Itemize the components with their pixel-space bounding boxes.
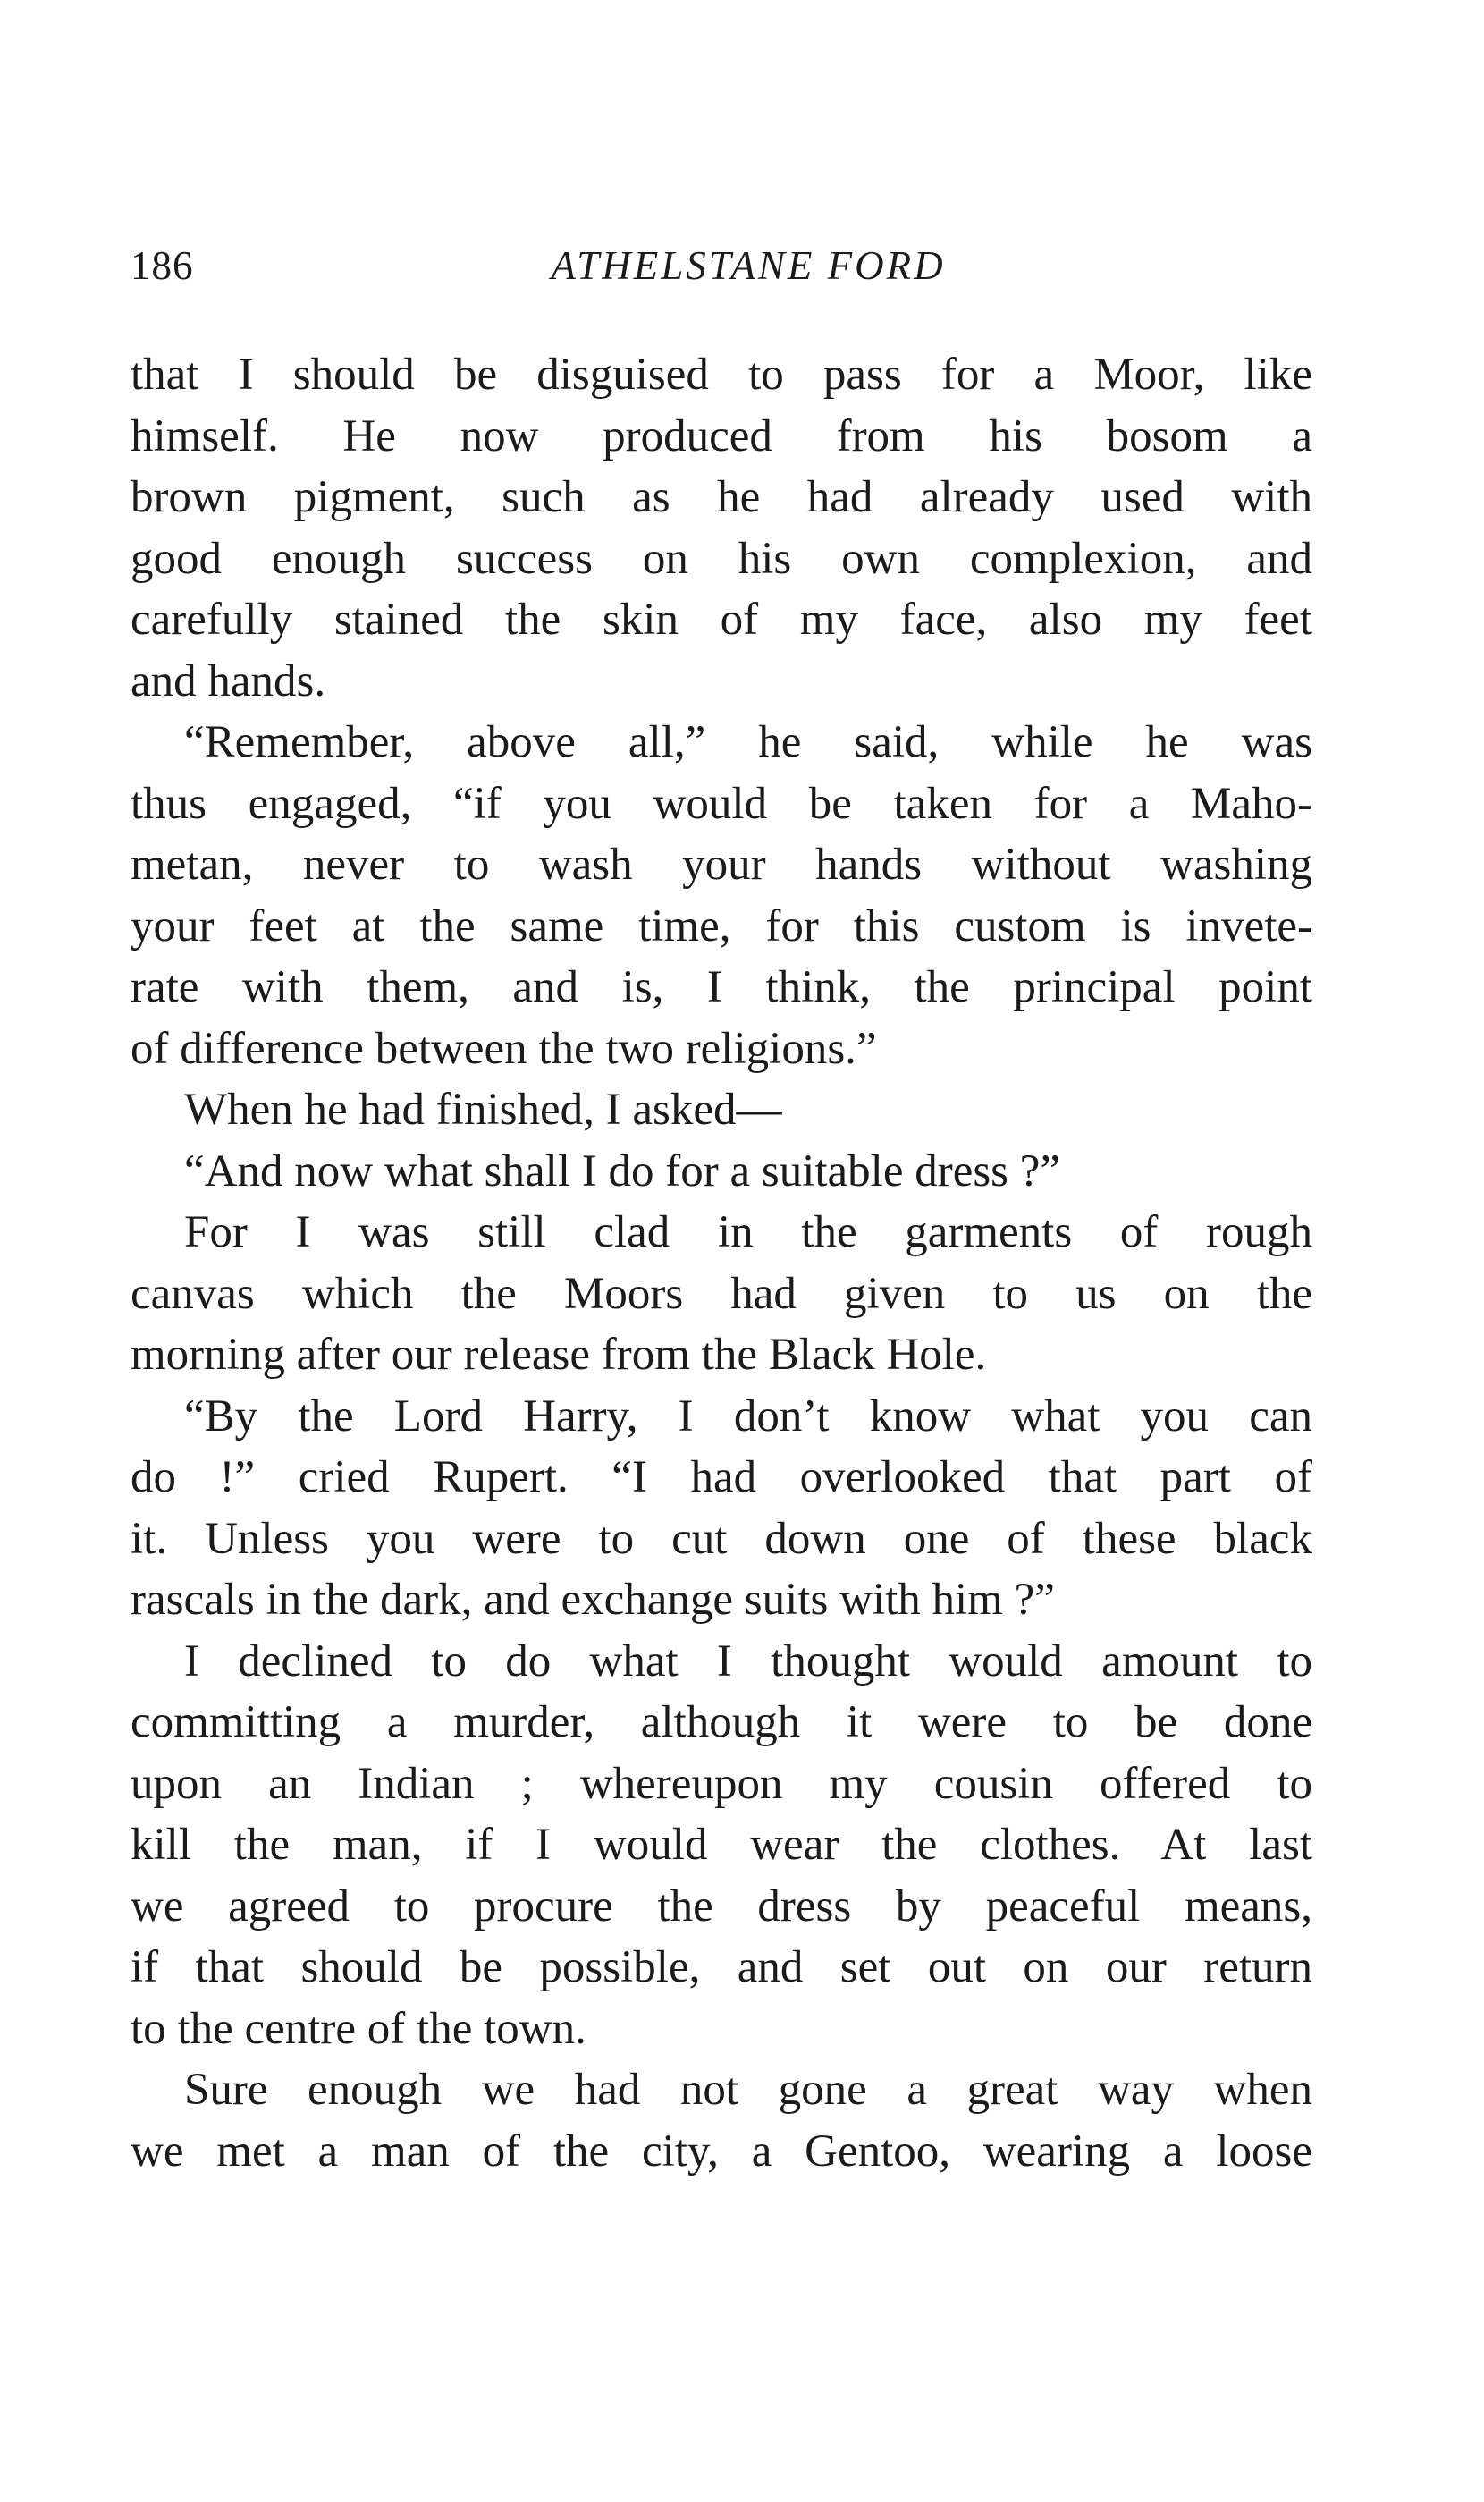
text-line: metan, never to wash your hands without washing [131, 840, 1312, 890]
text-line: morning after our release from the Black Hole. [131, 1330, 987, 1380]
text-line: rate with them, and is, I think, the principal point [131, 962, 1312, 1012]
body-text [131, 344, 1312, 2182]
text-line: if that should be possible, and set out on our return [131, 1942, 1312, 1992]
text-line: of difference between the two religions.” [131, 1023, 877, 1074]
text-line: committing a murder, although it were to be done [131, 1697, 1312, 1747]
text-line: it. Unless you were to cut down one of these black [131, 1513, 1312, 1564]
text-line: to the centre of the town. [131, 2003, 586, 2054]
page-number: 186 [131, 243, 194, 288]
text-line: brown pigment, such as he had already used with [131, 472, 1312, 522]
running-title: ATHELSTANE FORD [551, 243, 946, 288]
text-line: we met a man of the city, a Gentoo, wearing a loose [131, 2126, 1312, 2177]
text-line: “Remember, above all,” he said, while he was [184, 717, 1312, 767]
text-line: canvas which the Moors had given to us on the [131, 1268, 1312, 1319]
text-line: your feet at the same time, for this custom is invete- [131, 900, 1312, 951]
text-line: that I should be disguised to pass for a Moor, like [131, 350, 1312, 400]
text-line: “And now what shall I do for a suitable dress ?” [184, 1145, 1061, 1196]
text-line: and hands. [131, 655, 326, 706]
text-line: When he had finished, I asked— [184, 1085, 782, 1135]
text-line: I declined to do what I thought would amount to [184, 1636, 1312, 1686]
text-line: carefully stained the skin of my face, also my feet [131, 595, 1312, 645]
text-line: rascals in the dark, and exchange suits with him ?” [131, 1575, 1055, 1625]
running-head [131, 234, 1312, 297]
text-line: Sure enough we had not gone a great way when [184, 2065, 1312, 2115]
text-line: “By the Lord Harry, I don’t know what you can [184, 1390, 1312, 1441]
text-line: For I was still clad in the garments of rough [184, 1207, 1312, 1257]
text-line: kill the man, if I would wear the clothes. At last [131, 1820, 1312, 1870]
text-line: himself. He now produced from his bosom a [131, 410, 1312, 461]
text-line: thus engaged, “if you would be taken for a Maho- [131, 778, 1312, 829]
text-line: good enough success on his own complexion, and [131, 533, 1312, 584]
text-line: do !” cried Rupert. “I had overlooked that part of [131, 1452, 1312, 1502]
text-line: we agreed to procure the dress by peaceful means, [131, 1881, 1312, 1931]
text-line: upon an Indian ; whereupon my cousin offered to [131, 1758, 1312, 1809]
